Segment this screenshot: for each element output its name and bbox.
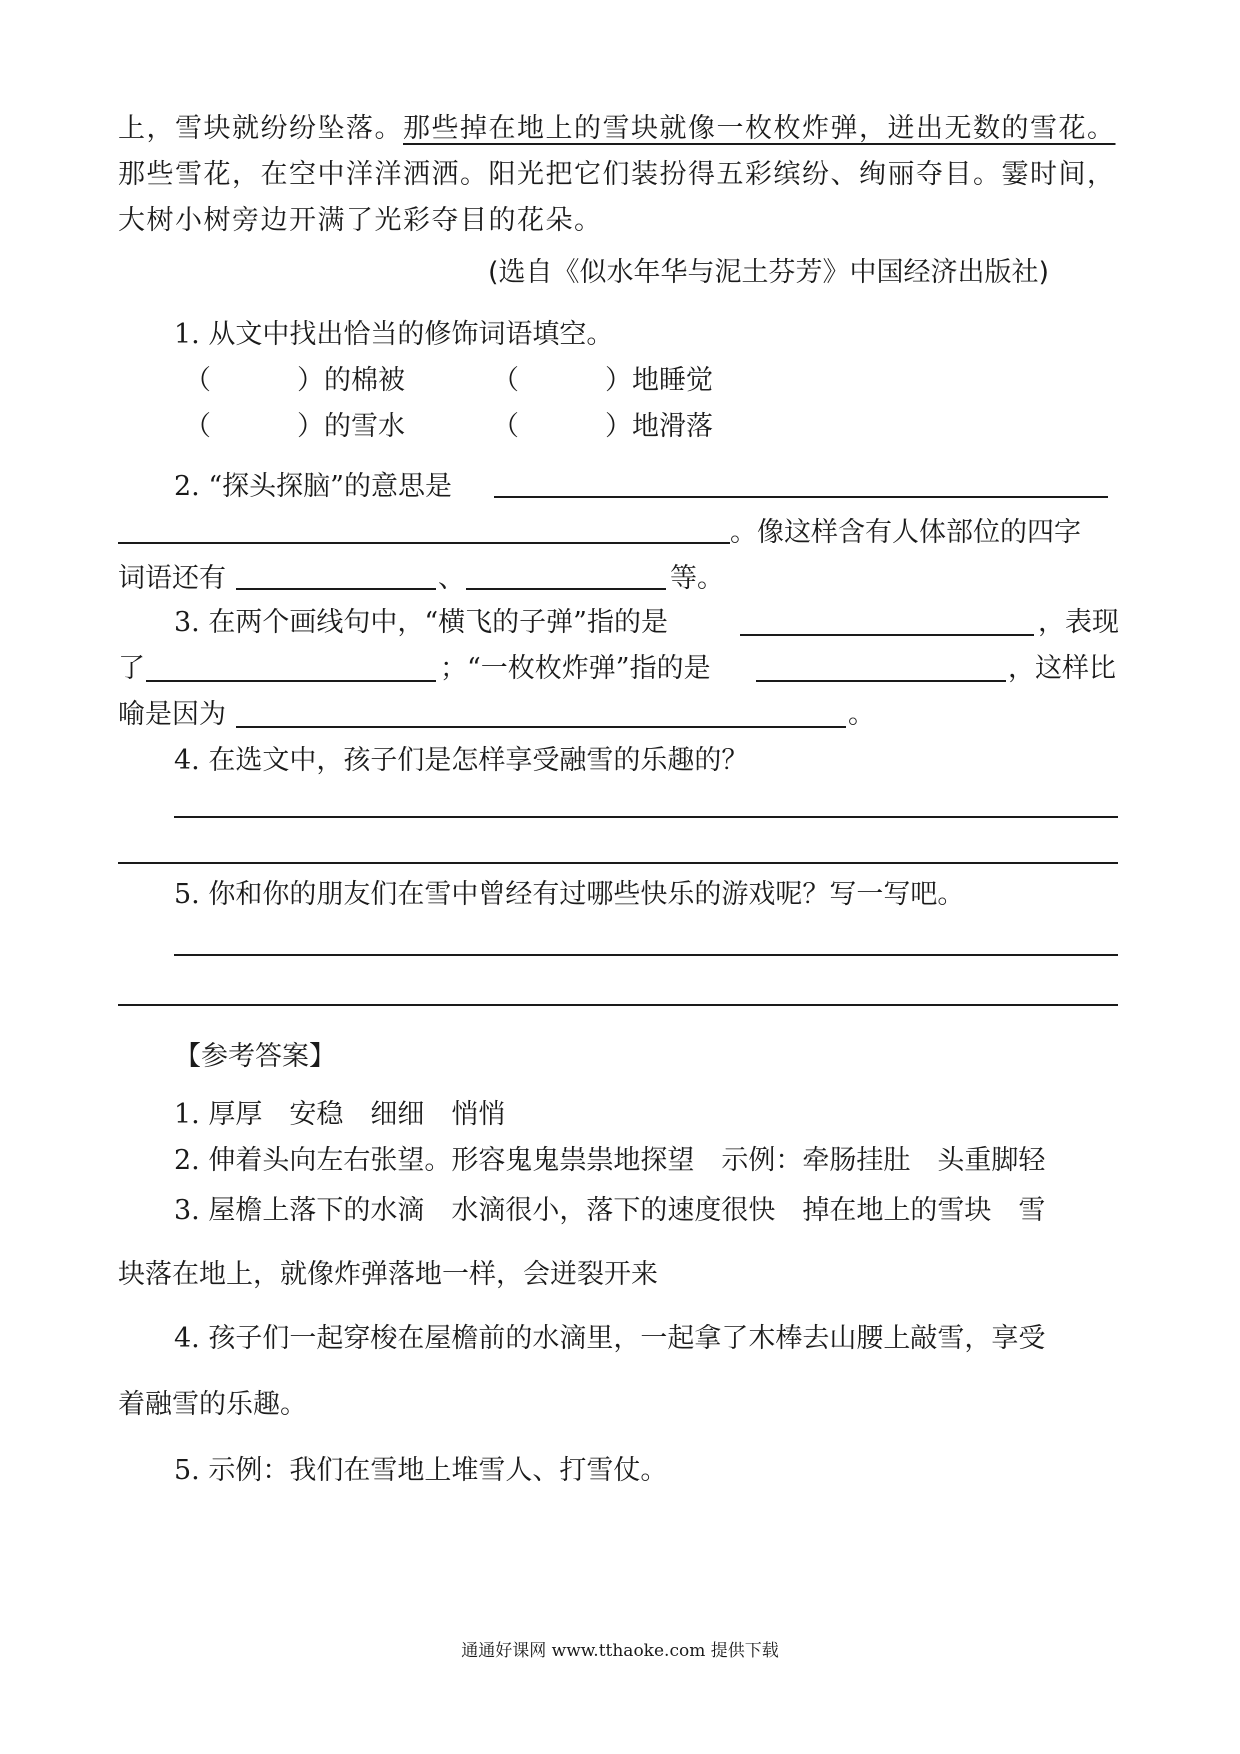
q3-blank-3[interactable]	[756, 680, 1006, 682]
answer-3-line-2: 块落在地上，就像炸弹落地一样，会迸裂开来	[118, 1259, 658, 1290]
passage-line-3: 大树小树旁边开满了光彩夺目的花朵。	[118, 205, 603, 236]
question-1-prompt: 1. 从文中找出恰当的修饰词语填空。	[174, 319, 614, 350]
q2-separator: 、	[438, 563, 465, 594]
answer-2: 2. 伸着头向左右张望。形容鬼鬼祟祟地探望 示例：牵肠挂肚 头重脚轻	[174, 1145, 1046, 1176]
q3-text-4: ，这样比	[1008, 653, 1116, 684]
q2-mid-text: 。像这样含有人体部位的四字	[730, 517, 1081, 548]
q3-text-1: ，表现	[1038, 607, 1119, 638]
answer-5: 5. 示例：我们在雪地上堆雪人、打雪仗。	[174, 1455, 668, 1486]
q3-blank-2[interactable]	[146, 680, 436, 682]
q4-answer-line-1[interactable]	[174, 816, 1118, 818]
q2-blank-4[interactable]	[466, 588, 666, 590]
passage-line-2: 那些雪花，在空中洋洋洒洒。阳光把它们装扮得五彩缤纷、绚丽夺目。霎时间，	[118, 159, 1116, 190]
q2-end-text: 等。	[670, 563, 724, 594]
q1-item-2: （ ）地睡觉	[492, 365, 713, 396]
q4-answer-line-2[interactable]	[118, 862, 1118, 864]
q3-blank-1[interactable]	[740, 634, 1034, 636]
q1-item-4: （ ）地滑落	[492, 411, 713, 442]
q1-item-3: （ ）的雪水	[184, 411, 405, 442]
question-3-prompt: 3. 在两个画线句中，“横飞的子弹”指的是	[174, 607, 668, 638]
q5-answer-line-1[interactable]	[174, 954, 1118, 956]
q1-item-1: （ ）的棉被	[184, 365, 405, 396]
passage-text: 上，雪块就纷纷坠落。	[118, 113, 403, 144]
question-4-prompt: 4. 在选文中，孩子们是怎样享受融雪的乐趣的？	[174, 745, 749, 776]
q2-blank-2[interactable]	[118, 542, 730, 544]
answers-heading: 【参考答案】	[174, 1041, 336, 1072]
q2-blank-1[interactable]	[494, 496, 1108, 498]
passage-source: (选自《似水年华与泥土芬芳》中国经济出版社)	[488, 257, 1050, 288]
question-5-prompt: 5. 你和你的朋友们在雪中曾经有过哪些快乐的游戏呢？写一写吧。	[174, 879, 965, 910]
answer-4-line-2: 着融雪的乐趣。	[118, 1389, 307, 1420]
page-footer: 通通好课网 www.tthaoke.com 提供下载	[461, 1641, 779, 1661]
q3-text-3: ；“一枚枚炸弹”指的是	[440, 653, 711, 684]
q2-blank-3[interactable]	[236, 588, 436, 590]
passage-line-1	[118, 112, 1116, 146]
answer-1: 1. 厚厚 安稳 细细 悄悄	[174, 1099, 506, 1130]
q3-text-6: 。	[848, 699, 875, 730]
answer-4-line-1: 4. 孩子们一起穿梭在屋檐前的水滴里，一起拿了木棒去山腰上敲雪，享受	[174, 1323, 1046, 1354]
question-2-prompt: 2. “探头探脑”的意思是	[174, 471, 452, 502]
underlined-sentence-bomb: 那些掉在地上的雪块就像一枚枚炸弹，迸出无数的雪花。	[403, 113, 1116, 144]
q5-answer-line-2[interactable]	[118, 1004, 1118, 1006]
q3-blank-4[interactable]	[236, 726, 846, 728]
q3-text-5: 喻是因为	[118, 699, 226, 730]
q2-line3-label: 词语还有	[118, 563, 226, 594]
answer-3-line-1: 3. 屋檐上落下的水滴 水滴很小，落下的速度很快 掉在地上的雪块 雪	[174, 1195, 1046, 1226]
q3-text-2: 了	[118, 653, 145, 684]
